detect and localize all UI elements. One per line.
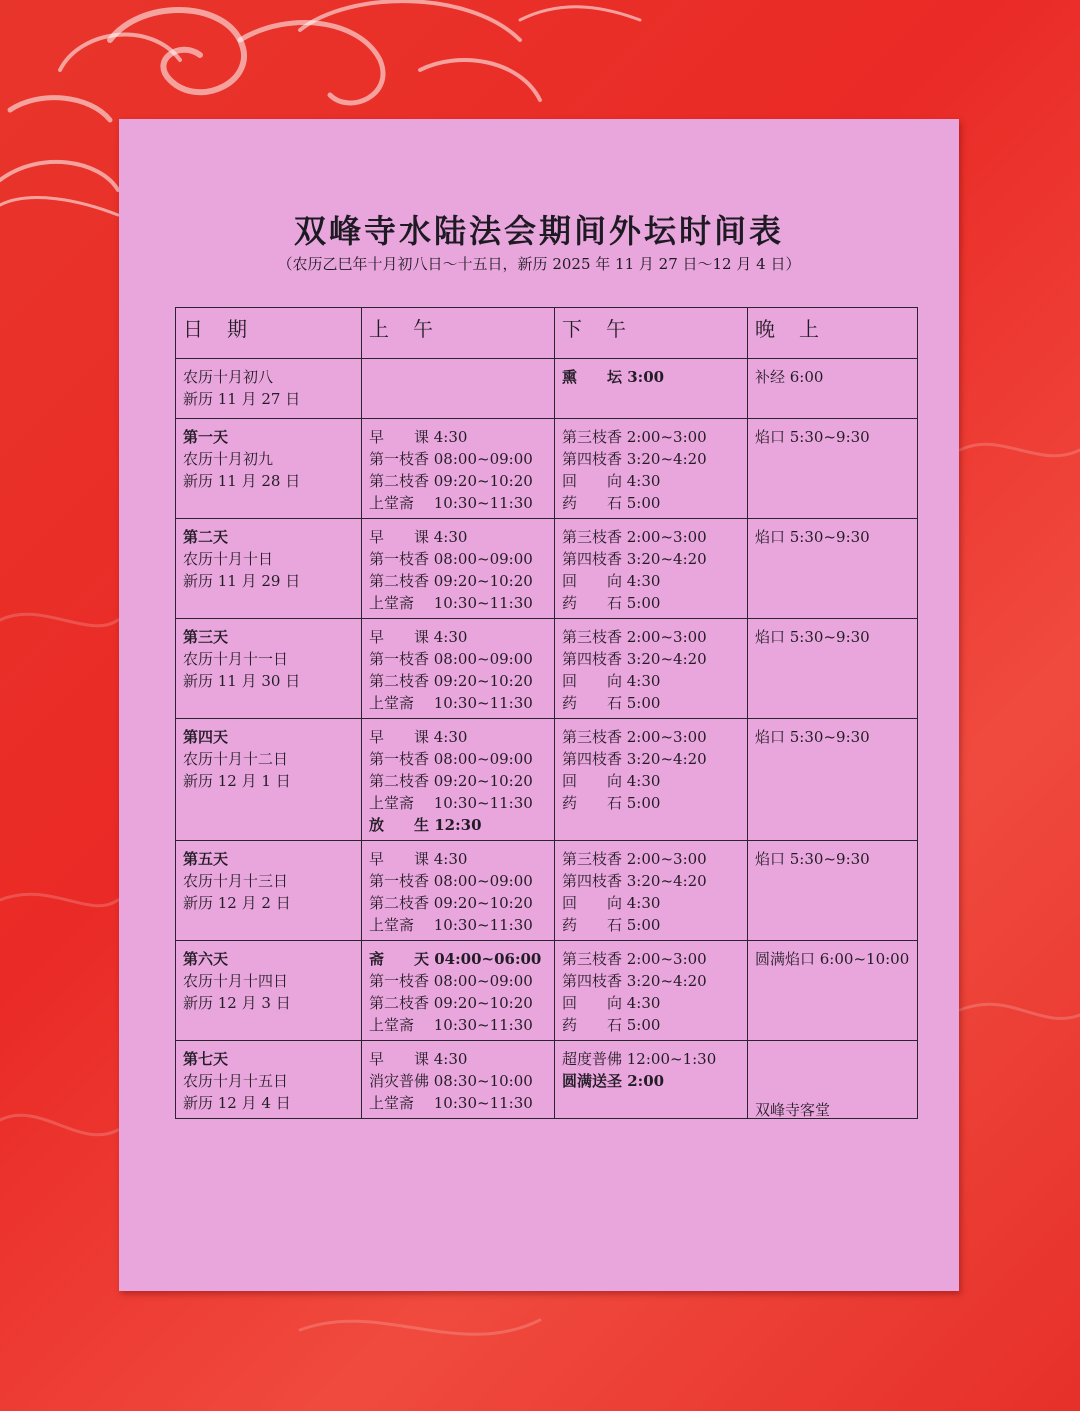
date-line: 新历 12 月 1 日 [183, 772, 291, 790]
afternoon-line: 第三枝香 2:00~3:00 [562, 728, 707, 746]
morning-line: 放 生 12:30 [369, 816, 482, 834]
date-line: 新历 11 月 28 日 [183, 472, 301, 490]
morning-line: 早 课 4:30 [369, 850, 468, 868]
cell-morning [362, 619, 555, 719]
cell-morning [362, 719, 555, 841]
afternoon-line: 回 向 4:30 [562, 772, 661, 790]
morning-line: 上堂斋 10:30~11:30 [369, 594, 533, 612]
afternoon-line: 圆满送圣 2:00 [562, 1072, 665, 1090]
morning-line: 第二枝香 09:20~10:20 [369, 994, 533, 1012]
cell-afternoon [555, 619, 748, 719]
table-row [176, 419, 918, 519]
afternoon-line: 第三枝香 2:00~3:00 [562, 528, 707, 546]
schedule-paper [119, 119, 959, 1291]
afternoon-line: 回 向 4:30 [562, 472, 661, 490]
afternoon-line: 第三枝香 2:00~3:00 [562, 850, 707, 868]
morning-line: 早 课 4:30 [369, 628, 468, 646]
morning-line: 第一枝香 08:00~09:00 [369, 872, 533, 890]
afternoon-line: 第四枝香 3:20~4:20 [562, 750, 707, 768]
date-line: 农历十月初九 [183, 450, 274, 468]
cell-morning [362, 841, 555, 941]
morning-line: 早 课 4:30 [369, 1050, 468, 1068]
table-row [176, 619, 918, 719]
morning-line: 第二枝香 09:20~10:20 [369, 572, 533, 590]
cell-afternoon [555, 419, 748, 519]
morning-line: 第一枝香 08:00~09:00 [369, 550, 533, 568]
afternoon-line: 第四枝香 3:20~4:20 [562, 450, 707, 468]
date-line: 第四天 [183, 728, 229, 746]
morning-line: 早 课 4:30 [369, 728, 468, 746]
morning-line: 第二枝香 09:20~10:20 [369, 894, 533, 912]
header-evening: 晚 上 [748, 308, 918, 359]
morning-line: 上堂斋 10:30~11:30 [369, 1016, 533, 1034]
afternoon-line: 第三枝香 2:00~3:00 [562, 428, 707, 446]
morning-line: 第二枝香 09:20~10:20 [369, 472, 533, 490]
schedule-table [175, 307, 918, 1119]
date-line: 农历十月初八 [183, 368, 274, 386]
cell-afternoon [555, 841, 748, 941]
afternoon-line: 回 向 4:30 [562, 572, 661, 590]
header-morning: 上 午 [362, 308, 555, 359]
document-title: 双峰寺水陆法会期间外坛时间表 [293, 212, 784, 250]
cell-evening [748, 619, 918, 719]
afternoon-line: 药 石 5:00 [562, 1016, 661, 1034]
afternoon-line: 第四枝香 3:20~4:20 [562, 872, 707, 890]
cell-date [176, 719, 362, 841]
evening-line: 圆满焰口 6:00~10:00 [755, 950, 910, 968]
cell-date [176, 941, 362, 1041]
afternoon-line: 第四枝香 3:20~4:20 [562, 650, 707, 668]
evening-line: 补经 6:00 [755, 368, 824, 386]
afternoon-line: 药 石 5:00 [562, 694, 661, 712]
cell-date [176, 359, 362, 419]
afternoon-line: 第三枝香 2:00~3:00 [562, 628, 707, 646]
morning-line: 第二枝香 09:20~10:20 [369, 672, 533, 690]
date-line: 农历十月十日 [183, 550, 274, 568]
cell-morning [362, 1041, 555, 1119]
morning-line: 上堂斋 10:30~11:30 [369, 1094, 533, 1112]
date-line: 第六天 [183, 950, 229, 968]
afternoon-line: 药 石 5:00 [562, 594, 661, 612]
date-line: 第三天 [183, 628, 229, 646]
morning-line: 上堂斋 10:30~11:30 [369, 794, 533, 812]
morning-line: 早 课 4:30 [369, 528, 468, 546]
date-line: 农历十月十四日 [183, 972, 289, 990]
date-line: 第五天 [183, 850, 229, 868]
cell-date [176, 519, 362, 619]
evening-line: 焰口 5:30~9:30 [755, 428, 870, 446]
cell-date [176, 619, 362, 719]
table-row [176, 841, 918, 941]
evening-line: 焰口 5:30~9:30 [755, 850, 870, 868]
cell-date [176, 1041, 362, 1119]
evening-line: 焰口 5:30~9:30 [755, 628, 870, 646]
cell-morning [362, 359, 555, 419]
schedule-body [176, 359, 918, 1119]
morning-line: 斋 天 04:00~06:00 [369, 950, 542, 968]
afternoon-line: 药 石 5:00 [562, 794, 661, 812]
afternoon-line: 熏 坛 3:00 [562, 368, 665, 386]
footer-signature: 双峰寺客堂 [755, 1101, 831, 1119]
afternoon-line: 超度普佛 12:00~1:30 [562, 1050, 717, 1068]
evening-line: 焰口 5:30~9:30 [755, 528, 870, 546]
morning-line: 上堂斋 10:30~11:30 [369, 694, 533, 712]
cell-morning [362, 519, 555, 619]
date-line: 农历十月十五日 [183, 1072, 289, 1090]
cell-morning [362, 419, 555, 519]
afternoon-line: 回 向 4:30 [562, 672, 661, 690]
date-line: 第二天 [183, 528, 229, 546]
date-line: 第七天 [183, 1050, 229, 1068]
cell-evening [748, 359, 918, 419]
cell-evening [748, 519, 918, 619]
cell-afternoon [555, 941, 748, 1041]
cell-date [176, 419, 362, 519]
afternoon-line: 药 石 5:00 [562, 494, 661, 512]
morning-line: 第一枝香 08:00~09:00 [369, 972, 533, 990]
afternoon-line: 回 向 4:30 [562, 894, 661, 912]
header-date: 日 期 [176, 308, 362, 359]
evening-line: 焰口 5:30~9:30 [755, 728, 870, 746]
cell-evening [748, 941, 918, 1041]
table-row [176, 941, 918, 1041]
morning-line: 第一枝香 08:00~09:00 [369, 450, 533, 468]
date-line: 农历十月十一日 [183, 650, 289, 668]
morning-line: 消灾普佛 08:30~10:00 [369, 1072, 533, 1090]
cell-afternoon [555, 719, 748, 841]
date-line: 新历 12 月 4 日 [183, 1094, 291, 1112]
cell-morning [362, 941, 555, 1041]
afternoon-line: 回 向 4:30 [562, 994, 661, 1012]
date-line: 新历 12 月 3 日 [183, 994, 291, 1012]
date-line: 新历 11 月 27 日 [183, 390, 301, 408]
header-afternoon: 下 午 [555, 308, 748, 359]
cell-evening [748, 719, 918, 841]
cell-afternoon [555, 1041, 748, 1119]
morning-line: 早 课 4:30 [369, 428, 468, 446]
morning-line: 上堂斋 10:30~11:30 [369, 916, 533, 934]
afternoon-line: 第三枝香 2:00~3:00 [562, 950, 707, 968]
morning-line: 第一枝香 08:00~09:00 [369, 650, 533, 668]
table-header-row [176, 308, 918, 359]
cell-evening [748, 841, 918, 941]
morning-line: 上堂斋 10:30~11:30 [369, 494, 533, 512]
date-line: 新历 11 月 30 日 [183, 672, 301, 690]
morning-line: 第二枝香 09:20~10:20 [369, 772, 533, 790]
afternoon-line: 第四枝香 3:20~4:20 [562, 550, 707, 568]
cell-afternoon [555, 359, 748, 419]
cell-evening [748, 419, 918, 519]
date-line: 第一天 [183, 428, 229, 446]
date-line: 新历 12 月 2 日 [183, 894, 291, 912]
afternoon-line: 第四枝香 3:20~4:20 [562, 972, 707, 990]
date-line: 农历十月十二日 [183, 750, 289, 768]
morning-line: 第一枝香 08:00~09:00 [369, 750, 533, 768]
afternoon-line: 药 石 5:00 [562, 916, 661, 934]
table-row [176, 519, 918, 619]
date-line: 农历十月十三日 [183, 872, 289, 890]
cell-afternoon [555, 519, 748, 619]
cell-date [176, 841, 362, 941]
table-row [176, 719, 918, 841]
date-line: 新历 11 月 29 日 [183, 572, 301, 590]
document-subtitle: （农历乙巳年十月初八日～十五日，新历 2025 年 11 月 27 日～12 月 4 日） [277, 255, 801, 273]
table-row [176, 359, 918, 419]
